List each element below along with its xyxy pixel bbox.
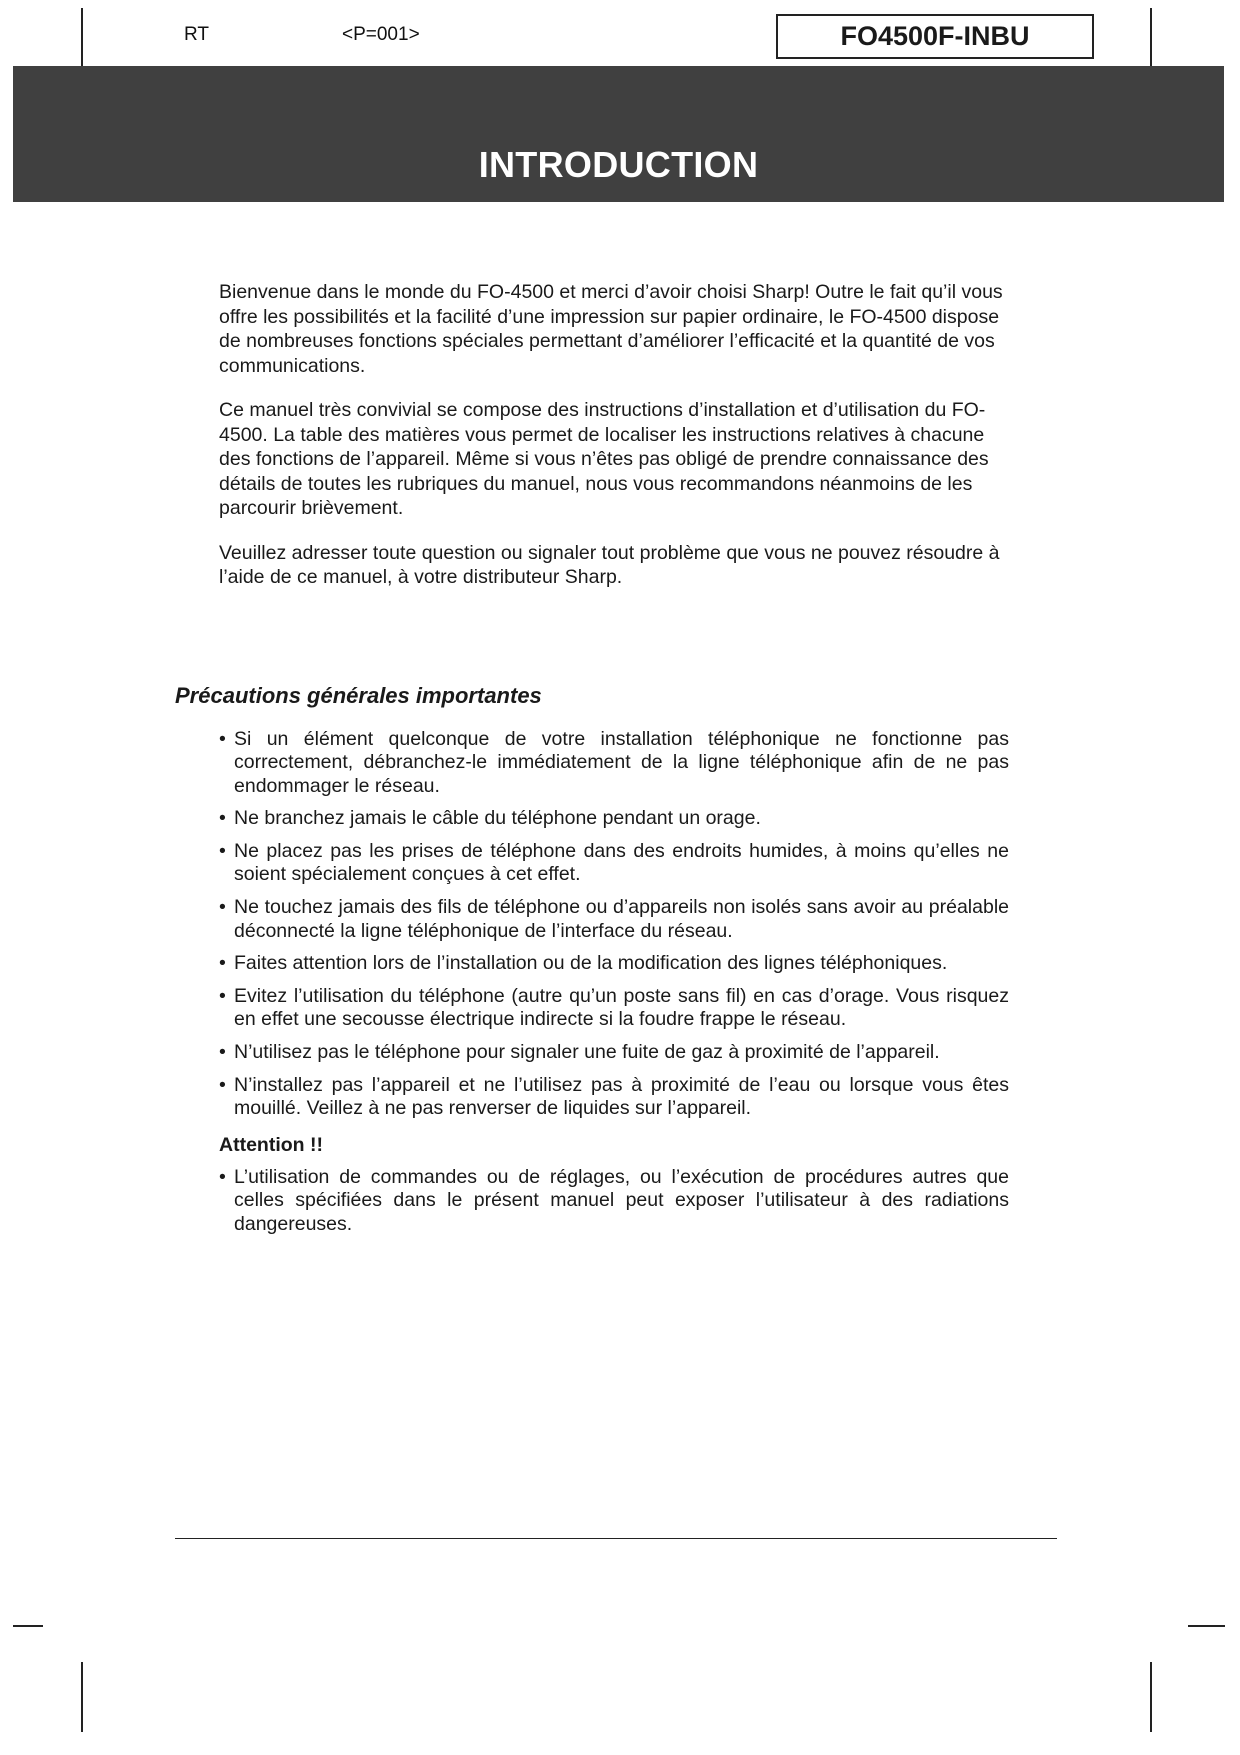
list-item: [219, 807, 1009, 830]
bullet-icon: •: [219, 952, 226, 975]
list-item-text: Ne touchez jamais des fils de téléphone ou d’appareils non isolés sans avoir au préalable déconnecté la ligne téléphonique de l’interface du réseau.: [234, 896, 1009, 942]
crop-mark-mid-left: [13, 1625, 43, 1627]
list-item-text: Evitez l’utilisation du téléphone (autre qu’un poste sans fil) en cas d’orage. Vous risquez en effet une secousse électrique indirecte si la foudre frappe le réseau.: [234, 985, 1009, 1031]
list-item: [219, 896, 1009, 943]
crop-mark-mid-right: [1188, 1625, 1225, 1627]
list-item: [219, 985, 1009, 1032]
list-item-text: Si un élément quelconque de votre installation téléphonique ne fonctionne pas correctement, débranchez-le immédiatement de la ligne téléphonique afin de ne pas endommager le réseau.: [234, 728, 1009, 797]
list-item-text: Ne placez pas les prises de téléphone dans des endroits humides, à moins qu’elles ne soient spécialement conçues à cet effet.: [234, 840, 1009, 886]
page-code: <P=001>: [342, 24, 420, 45]
title-banner: [13, 66, 1224, 202]
list-item: [219, 952, 1009, 975]
model-box: [776, 14, 1094, 59]
precautions-heading: Précautions générales importantes: [175, 683, 542, 708]
bullet-icon: •: [219, 896, 226, 919]
bullet-icon: •: [219, 1165, 226, 1188]
list-item: [219, 728, 1009, 798]
intro-paragraph-1: Bienvenue dans le monde du FO-4500 et merci d’avoir choisi Sharp! Outre le fait qu’il vous offre les possibilités et la facilité d’une impression sur papier ordinaire, le FO-4500 dispose de nombreuses fonctions spéciales permettant d’améliorer l’efficacité et la quantité de vos communications.: [219, 281, 1003, 377]
list-item-text: N’utilisez pas le téléphone pour signaler une fuite de gaz à proximité de l’appareil.: [234, 1041, 940, 1064]
crop-mark-top-right: [1150, 8, 1152, 66]
intro-section: [219, 280, 1019, 610]
page-title: INTRODUCTION: [478, 144, 759, 185]
list-item-text: Ne branchez jamais le câble du téléphone pendant un orage.: [234, 807, 761, 830]
list-item: [219, 840, 1009, 887]
list-item: [219, 1166, 1009, 1236]
footer-divider: [175, 1538, 1057, 1539]
list-item-text: Faites attention lors de l’installation ou de la modification des lignes téléphoniques.: [234, 952, 948, 975]
bullet-icon: •: [219, 807, 226, 830]
bullet-icon: •: [219, 840, 226, 863]
model-number: FO4500F-INBU: [840, 21, 1030, 51]
header-code: RT: [184, 24, 209, 45]
bullet-icon: •: [219, 728, 226, 750]
list-item: [219, 1074, 1009, 1121]
bullet-icon: •: [219, 1041, 226, 1064]
crop-mark-top-left: [81, 8, 83, 66]
bullet-icon: •: [219, 1074, 226, 1097]
attention-heading: Attention !!: [219, 1133, 323, 1156]
bullet-icon: •: [219, 985, 226, 1008]
attention-item-text: L’utilisation de commandes ou de réglages, ou l’exécution de procédures autres que celles spécifiées dans le présent manuel peut exposer l’utilisateur à des radiations dangereuses.: [234, 1165, 1009, 1235]
precautions-list: [219, 728, 1009, 1245]
intro-paragraph-2: Ce manuel très convivial se compose des instructions d’installation et d’utilisation du FO-4500. La table des matières vous permet de localiser les instructions relatives à chacune des fonctions de l’appareil. Même si vous n’êtes pas obligé de prendre connaissance des détails de toutes les rubriques du manuel, nous vous recommandons néanmoins de les parcourir brièvement.: [219, 399, 989, 519]
list-item-text: N’installez pas l’appareil et ne l’utilisez pas à proximité de l’eau ou lorsque vous êtes mouillé. Veillez à ne pas renverser de liquides sur l’appareil.: [234, 1074, 1009, 1120]
crop-mark-bottom-left: [81, 1662, 83, 1732]
intro-paragraph-3: Veuillez adresser toute question ou signaler tout problème que vous ne pouvez résoudre à l’aide de ce manuel, à votre distributeur Sharp.: [219, 541, 1000, 588]
crop-mark-bottom-right: [1150, 1662, 1152, 1732]
list-item: [219, 1041, 1009, 1064]
